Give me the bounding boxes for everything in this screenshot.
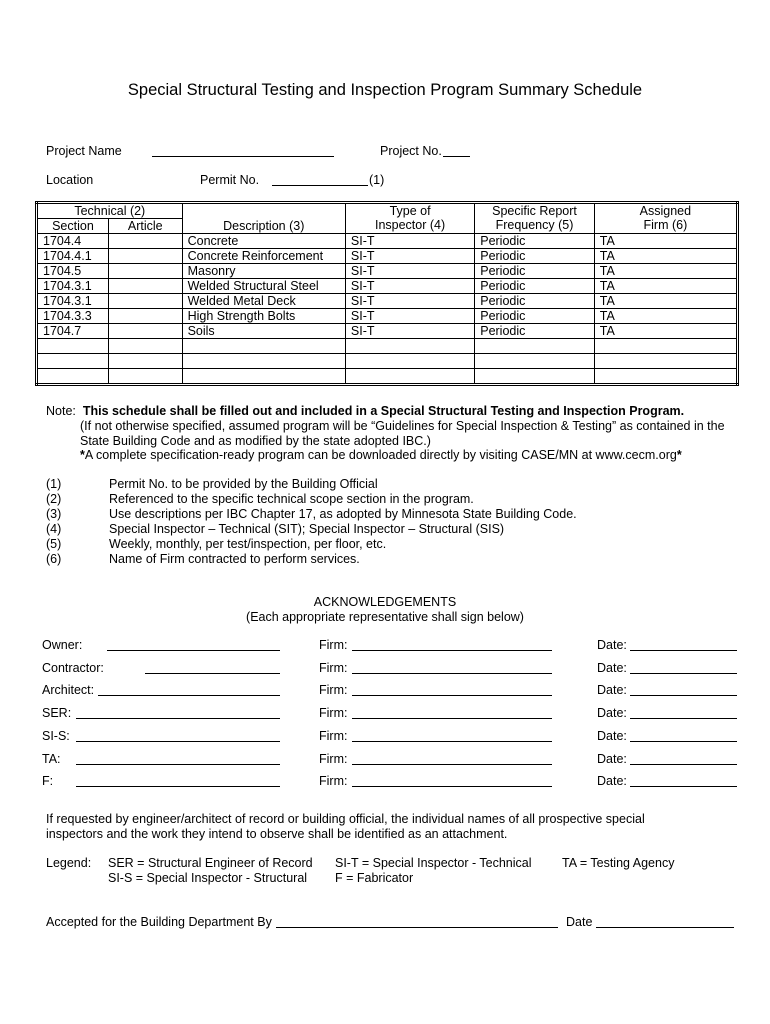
cell-section: 1704.4.1 <box>37 249 109 264</box>
cell-frequency <box>475 339 595 354</box>
cell-firm: TA <box>594 249 737 264</box>
cell-frequency <box>475 369 595 385</box>
ack-signature-field[interactable] <box>145 673 280 674</box>
cell-section <box>37 354 109 369</box>
page-title: Special Structural Testing and Inspection Program Summary Schedule <box>127 81 643 99</box>
ack-role-label: SER: <box>42 706 72 721</box>
ack-date-label: Date: <box>597 660 627 675</box>
request-text-2: inspectors and the work they intend to observe shall be identified as an attachment. <box>46 827 508 841</box>
legend-f: F = Fabricator <box>335 871 414 885</box>
cell-type: SI-T <box>345 279 474 294</box>
cell-frequency: Periodic <box>475 309 595 324</box>
ack-date-label: Date: <box>597 774 627 789</box>
cell-section: 1704.7 <box>37 324 109 339</box>
ack-signature-field[interactable] <box>98 695 280 696</box>
ack-date-label: Date: <box>597 728 627 743</box>
ack-date-field[interactable] <box>630 650 737 651</box>
cell-frequency: Periodic <box>475 294 595 309</box>
cell-description <box>182 354 345 369</box>
table-row <box>37 339 738 354</box>
cell-type: SI-T <box>345 324 474 339</box>
ack-firm-field[interactable] <box>352 741 552 742</box>
footnote-number: (2) <box>46 492 62 506</box>
legend-ser: SER = Structural Engineer of Record <box>108 856 313 870</box>
cell-article <box>108 354 182 369</box>
ack-signature-field[interactable] <box>76 764 280 765</box>
cell-firm <box>594 354 737 369</box>
description-header: Description (3) <box>182 203 345 234</box>
section-header: Section <box>37 219 109 234</box>
ack-role-label: F: <box>42 774 54 789</box>
cell-firm: TA <box>594 309 737 324</box>
cell-article <box>108 369 182 385</box>
ack-firm-field[interactable] <box>352 764 552 765</box>
cell-description: High Strength Bolts <box>182 309 345 324</box>
table-row <box>37 279 738 294</box>
cell-description: Welded Structural Steel <box>182 279 345 294</box>
ack-date-label: Date: <box>597 683 627 698</box>
cell-type <box>345 354 474 369</box>
cell-type: SI-T <box>345 234 474 249</box>
footnote-number: (4) <box>46 522 62 536</box>
type-header: Type of Inspector (4) <box>345 203 474 234</box>
footnote-text: Weekly, monthly, per test/inspection, per floor, etc. <box>109 537 387 551</box>
cell-firm: TA <box>594 234 737 249</box>
project-name-field[interactable] <box>152 156 334 157</box>
cell-firm <box>594 339 737 354</box>
footnote-text: Use descriptions per IBC Chapter 17, as adopted by Minnesota State Building Code. <box>109 507 577 521</box>
cell-description: Masonry <box>182 264 345 279</box>
ack-firm-label: Firm: <box>319 728 348 743</box>
cell-description: Welded Metal Deck <box>182 294 345 309</box>
note-line-3: State Building Code and as modified by the state adopted IBC.) <box>80 434 431 448</box>
ack-title: ACKNOWLEDGEMENTS <box>313 595 457 609</box>
ack-role-label: Owner: <box>42 638 83 652</box>
cell-type: SI-T <box>345 264 474 279</box>
cell-section: 1704.3.1 <box>37 279 109 294</box>
cell-article <box>108 309 182 324</box>
legend-sit: SI-T = Special Inspector - Technical <box>335 856 532 870</box>
ack-signature-field[interactable] <box>76 786 280 787</box>
cell-article <box>108 339 182 354</box>
cell-frequency: Periodic <box>475 249 595 264</box>
request-text-1: If requested by engineer/architect of record or building official, the individual names of all prospective special <box>46 812 645 826</box>
table-row <box>37 354 738 369</box>
legend-label: Legend: <box>46 856 92 870</box>
footnote-number: (1) <box>46 477 62 491</box>
ack-role-label: SI-S: <box>42 728 70 743</box>
firm-header: Assigned Firm (6) <box>594 203 737 234</box>
cell-article <box>108 234 182 249</box>
footnote-number: (6) <box>46 552 62 566</box>
table-row <box>37 264 738 279</box>
accepted-signature-field[interactable] <box>276 927 558 928</box>
ack-signature-field[interactable] <box>76 741 280 742</box>
cell-section: 1704.4 <box>37 234 109 249</box>
note-star-end: * <box>676 448 682 462</box>
footnote-text: Permit No. to be provided by the Building Official <box>109 477 378 491</box>
cell-firm: TA <box>594 294 737 309</box>
cell-article <box>108 264 182 279</box>
ack-firm-field[interactable] <box>352 786 552 787</box>
cell-firm <box>594 369 737 385</box>
ack-firm-label: Firm: <box>319 706 348 721</box>
ack-date-field[interactable] <box>630 786 737 787</box>
cell-firm: TA <box>594 264 737 279</box>
ack-date-label: Date: <box>597 751 627 766</box>
note-line-4 <box>80 448 682 462</box>
ack-role-label: Architect: <box>42 683 95 698</box>
ack-role-label: TA: <box>42 751 61 766</box>
cell-section: 1704.5 <box>37 264 109 279</box>
ack-firm-label: Firm: <box>319 683 348 698</box>
legend-ta: TA = Testing Agency <box>562 856 675 870</box>
note-label: Note: <box>46 404 76 418</box>
footnote-text: Name of Firm contracted to perform services. <box>109 552 360 566</box>
cell-frequency: Periodic <box>475 324 595 339</box>
accepted-label: Accepted for the Building Department By <box>46 915 272 929</box>
cell-section: 1704.3.3 <box>37 309 109 324</box>
ack-firm-label: Firm: <box>319 638 348 652</box>
cell-article <box>108 324 182 339</box>
cell-section: 1704.3.1 <box>37 294 109 309</box>
cell-firm: TA <box>594 279 737 294</box>
cell-section <box>37 339 109 354</box>
cell-type <box>345 339 474 354</box>
cell-description <box>182 339 345 354</box>
ack-firm-field[interactable] <box>352 650 552 651</box>
note-line-1 <box>46 404 684 418</box>
cell-article <box>108 249 182 264</box>
ack-subtitle: (Each appropriate representative shall sign below) <box>246 610 524 624</box>
footnote-number: (5) <box>46 537 62 551</box>
table-row <box>37 324 738 339</box>
footnote-text: Special Inspector – Technical (SIT); Special Inspector – Structural (SIS) <box>109 522 505 536</box>
cell-frequency: Periodic <box>475 264 595 279</box>
cell-description: Concrete Reinforcement <box>182 249 345 264</box>
frequency-header: Specific Report Frequency (5) <box>475 203 595 234</box>
cell-type: SI-T <box>345 249 474 264</box>
note-star: * <box>80 448 85 462</box>
note-bold-text: This schedule shall be filled out and included in a Special Structural Testing and Inspection Program. <box>82 404 685 418</box>
cell-description <box>182 369 345 385</box>
ack-date-label: Date: <box>597 706 627 721</box>
cell-type: SI-T <box>345 294 474 309</box>
cell-description: Soils <box>182 324 345 339</box>
footnote-text: Referenced to the specific technical scope section in the program. <box>109 492 474 506</box>
table-row <box>37 249 738 264</box>
permit-no-field[interactable] <box>272 185 368 186</box>
ack-date-field[interactable] <box>630 741 737 742</box>
ack-date-field[interactable] <box>630 673 737 674</box>
ack-firm-label: Firm: <box>319 774 348 789</box>
technical-header: Technical (2) <box>37 203 183 219</box>
ack-date-label: Date: <box>597 638 627 652</box>
ack-firm-label: Firm: <box>319 660 348 675</box>
table-row <box>37 369 738 385</box>
ack-role-label: Contractor: <box>42 660 104 675</box>
table-row <box>37 294 738 309</box>
cell-article <box>108 294 182 309</box>
accepted-date-field[interactable] <box>596 927 734 928</box>
legend-sis: SI-S = Special Inspector - Structural <box>108 871 308 885</box>
location-label: Location <box>46 173 94 187</box>
permit-no-label: Permit No. <box>200 173 260 187</box>
cell-frequency: Periodic <box>475 234 595 249</box>
permit-ref: (1) <box>369 173 385 187</box>
schedule-table <box>35 201 739 386</box>
cell-article <box>108 279 182 294</box>
ack-firm-field[interactable] <box>352 695 552 696</box>
cell-section <box>37 369 109 385</box>
ack-date-field[interactable] <box>630 695 737 696</box>
table-row <box>37 309 738 324</box>
cell-frequency: Periodic <box>475 279 595 294</box>
cell-type <box>345 369 474 385</box>
ack-firm-field[interactable] <box>352 718 552 719</box>
cell-type: SI-T <box>345 309 474 324</box>
footnote-number: (3) <box>46 507 62 521</box>
ack-firm-label: Firm: <box>319 751 348 766</box>
note-line-2: (If not otherwise specified, assumed program will be “Guidelines for Special Inspection & Testing” as contained in the <box>80 419 725 433</box>
cell-frequency <box>475 354 595 369</box>
note-download-text: A complete specification-ready program can be downloaded directly by visiting CASE/MN at www.cecm.org <box>84 448 677 462</box>
ack-date-field[interactable] <box>630 764 737 765</box>
cell-firm: TA <box>594 324 737 339</box>
article-header: Article <box>108 219 182 234</box>
ack-signature-field[interactable] <box>76 718 280 719</box>
project-no-field[interactable] <box>443 156 470 157</box>
table-row <box>37 234 738 249</box>
project-no-label: Project No. <box>380 144 442 158</box>
ack-firm-field[interactable] <box>352 673 552 674</box>
project-name-label: Project Name <box>46 144 122 158</box>
ack-date-field[interactable] <box>630 718 737 719</box>
accepted-date-label: Date <box>566 915 593 929</box>
ack-signature-field[interactable] <box>107 650 280 651</box>
cell-description: Concrete <box>182 234 345 249</box>
